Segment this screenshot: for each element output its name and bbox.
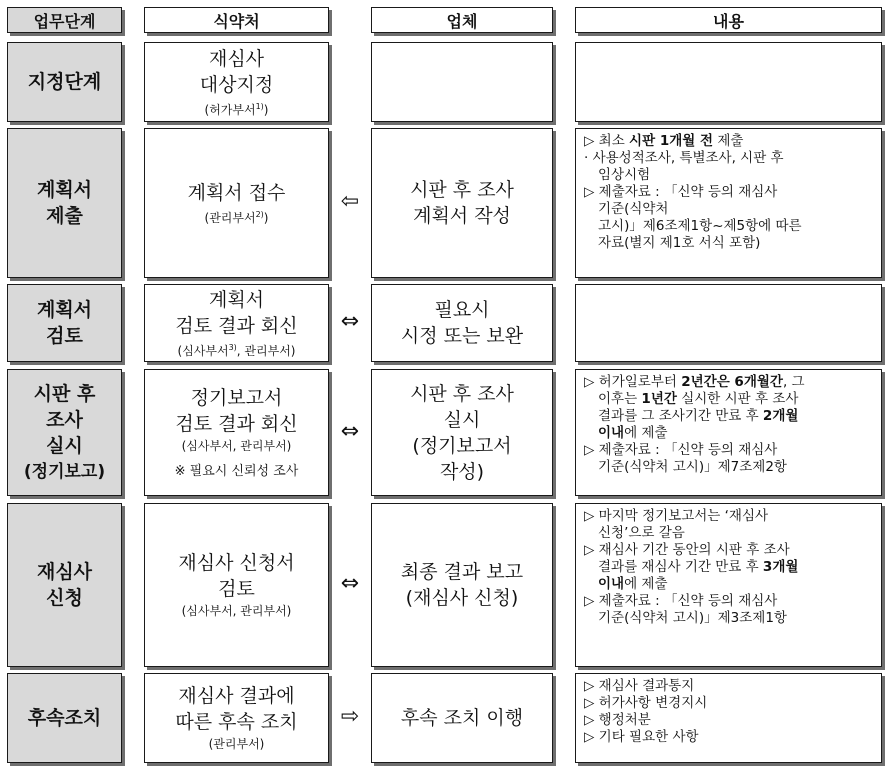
content-text: 기준(식약처 xyxy=(598,201,669,217)
content-line xyxy=(584,184,875,201)
mfds-line: 따른 후속 조치 xyxy=(175,711,298,733)
content-line xyxy=(584,593,875,610)
mfds-box xyxy=(144,369,329,496)
flow-arrow-icon: ⇦ xyxy=(340,189,360,214)
mfds-line: 대상지정 xyxy=(199,73,274,96)
flow-arrow-icon: ⇔ xyxy=(340,418,360,444)
stage-box xyxy=(7,284,122,362)
content-line xyxy=(584,525,875,542)
header-stage-label: 업무단계 xyxy=(33,11,96,31)
content-line xyxy=(584,712,875,729)
content-text-end: 에 제출 xyxy=(624,576,668,592)
company-box xyxy=(371,42,553,122)
content-line xyxy=(584,542,875,559)
content-box xyxy=(575,673,882,763)
content-text: 결과를 그 조사기간 만료 후 xyxy=(598,408,763,424)
content-text: ▷ 제출자료 : 「신약 등의 재심사 xyxy=(584,442,778,458)
content-line xyxy=(584,508,875,525)
mfds-line: 재심사 결과에 xyxy=(178,685,295,707)
mfds-line: 검토 결과 회신 xyxy=(175,412,298,435)
mfds-line: 재심사 신청서 xyxy=(178,552,295,574)
content-line xyxy=(584,425,875,442)
stage-label: (정기보고) xyxy=(23,461,106,482)
flow-arrow-icon: ⇔ xyxy=(340,571,360,596)
stage-box xyxy=(7,673,122,763)
header-mfds-label: 식약처 xyxy=(213,11,260,31)
company-box xyxy=(371,503,553,667)
mfds-line: 정기보고서 xyxy=(190,386,283,409)
stage-label: 후속조치 xyxy=(27,707,102,729)
company-line: 작성) xyxy=(439,460,485,483)
content-emphasis: 2년간은 6개월간 xyxy=(681,374,783,390)
content-emphasis: 이내 xyxy=(598,576,625,592)
mfds-box xyxy=(144,673,329,763)
content-line xyxy=(584,150,875,167)
content-box xyxy=(575,128,882,278)
content-line xyxy=(584,408,875,425)
mfds-department-text: (관리부서 xyxy=(204,210,256,225)
header-content xyxy=(575,7,882,33)
mfds-box xyxy=(144,128,329,278)
stage-label: 신청 xyxy=(46,587,83,609)
company-box xyxy=(371,128,553,278)
content-emphasis: 2개월 xyxy=(762,408,799,424)
stage-label: 제출 xyxy=(46,205,83,227)
mfds-department xyxy=(205,98,269,119)
content-line xyxy=(584,576,875,593)
content-text: ▷ 제출자료 : 「신약 등의 재심사 xyxy=(584,593,778,609)
content-line xyxy=(584,201,875,218)
content-text: 기준(식약처 고시)」제7조제2항 xyxy=(598,459,787,475)
mfds-line: 검토 결과 회신 xyxy=(175,314,298,337)
content-box xyxy=(575,284,882,362)
company-box xyxy=(371,284,553,362)
mfds-line: 계획서 xyxy=(208,288,265,311)
footnote-mark: 3) xyxy=(228,342,237,352)
mfds-department xyxy=(182,602,292,620)
content-text: ▷ 허가일로부터 xyxy=(584,374,682,390)
content-text: 기준(식약처 고시)」제3조제1항 xyxy=(598,610,787,626)
mfds-line: 계획서 접수 xyxy=(187,181,286,204)
stage-label: 지정단계 xyxy=(27,71,102,93)
content-text-end: 에 제출 xyxy=(624,425,668,441)
content-line xyxy=(584,729,875,746)
content-emphasis: 시판 1개월 전 xyxy=(629,133,714,149)
mfds-department xyxy=(178,339,296,360)
footnote-mark: 2) xyxy=(255,209,264,219)
company-line: 시판 후 조사 xyxy=(410,382,514,405)
mfds-department-end: ) xyxy=(263,102,269,117)
content-text-end: 실시한 시판 후 조사 xyxy=(676,391,799,407)
content-text: ▷ 기타 필요한 사항 xyxy=(584,729,699,745)
content-text: ▷ 재심사 기간 동안의 시판 후 조사 xyxy=(584,542,790,558)
stage-label: 실시 xyxy=(46,434,83,457)
content-text: 결과를 재심사 기간 만료 후 xyxy=(598,559,763,575)
stage-label: 재심사 xyxy=(36,561,93,583)
company-line: 시판 후 조사 xyxy=(410,179,514,201)
mfds-department-text: (심사부서 xyxy=(177,343,229,358)
mfds-department-end: , 관리부서) xyxy=(236,343,296,358)
mfds-department-text: (허가부서 xyxy=(204,102,256,117)
company-line: 시정 또는 보완 xyxy=(400,325,524,347)
content-box xyxy=(575,503,882,667)
content-text: ▷ 재심사 결과통지 xyxy=(584,678,695,694)
company-line: 실시 xyxy=(443,408,481,431)
content-text-end: 제출 xyxy=(713,133,744,149)
mfds-department xyxy=(205,206,269,227)
content-line xyxy=(584,610,875,627)
company-line: 계획서 작성 xyxy=(413,205,511,227)
content-line xyxy=(584,442,875,459)
stage-label: 시판 후 xyxy=(33,382,96,405)
mfds-department-end: ) xyxy=(263,210,269,225)
content-emphasis: 3개월 xyxy=(762,559,799,575)
company-box xyxy=(371,673,553,763)
mfds-box xyxy=(144,42,329,122)
content-text: ▷ 제출자료 : 「신약 등의 재심사 xyxy=(584,184,778,200)
content-text: ▷ 마지막 정기보고서는 ‘재심사 xyxy=(584,508,769,524)
mfds-department-text: (관리부서) xyxy=(208,737,265,751)
header-company xyxy=(371,7,553,33)
company-box xyxy=(371,369,553,496)
header-mfds xyxy=(144,7,329,33)
flow-arrow-icon: ⇨ xyxy=(340,704,360,729)
mfds-box xyxy=(144,284,329,362)
content-line xyxy=(584,559,875,576)
mfds-department-text: (심사부서, 관리부서) xyxy=(181,438,292,453)
company-line: (재심사 신청) xyxy=(405,587,519,609)
company-line: 필요시 xyxy=(434,299,490,321)
content-text: ▷ 허가사항 변경지시 xyxy=(584,695,708,711)
content-text: ▷ 최소 xyxy=(584,133,630,149)
content-box xyxy=(575,369,882,496)
content-text: 신청’으로 갈음 xyxy=(598,525,685,541)
content-line xyxy=(584,391,875,408)
header-company-label: 업체 xyxy=(446,11,478,31)
content-line xyxy=(584,678,875,695)
mfds-line: 재심사 xyxy=(208,47,265,70)
stage-box xyxy=(7,503,122,667)
content-box xyxy=(575,42,882,122)
stage-label: 조사 xyxy=(46,408,83,431)
header-content-label: 내용 xyxy=(713,11,744,31)
stage-label: 검토 xyxy=(46,325,83,347)
content-text: 임상시험 xyxy=(598,167,651,183)
content-text-end: , 그 xyxy=(782,374,805,390)
content-text: · 사용성적조사, 특별조사, 시판 후 xyxy=(584,150,784,166)
content-line xyxy=(584,167,875,184)
mfds-department-text: (심사부서, 관리부서) xyxy=(181,604,292,618)
mfds-note: ※ 필요시 신뢰성 조사 xyxy=(174,463,299,479)
content-line xyxy=(584,235,875,252)
content-line xyxy=(584,218,875,235)
mfds-department xyxy=(182,437,292,455)
footnote-mark: 1) xyxy=(255,101,264,111)
content-text: 이후는 xyxy=(598,391,642,407)
stage-box xyxy=(7,369,122,496)
content-text: ▷ 행정처분 xyxy=(584,712,651,728)
company-line: 후속 조치 이행 xyxy=(400,707,524,729)
stage-label: 계획서 xyxy=(36,179,93,201)
content-text: 자료(별지 제1호 서식 포함) xyxy=(598,235,761,251)
content-line xyxy=(584,695,875,712)
content-line xyxy=(584,133,875,150)
mfds-line: 검토 xyxy=(218,578,255,600)
stage-box xyxy=(7,42,122,122)
header-stage xyxy=(7,7,122,33)
content-emphasis: 1년간 xyxy=(641,391,677,407)
stage-box xyxy=(7,128,122,278)
flow-arrow-icon: ⇔ xyxy=(340,309,360,334)
content-emphasis: 이내 xyxy=(598,425,625,441)
mfds-box xyxy=(144,503,329,667)
stage-label: 계획서 xyxy=(36,299,93,321)
content-line xyxy=(584,374,875,391)
company-line: 최종 결과 보고 xyxy=(400,561,524,583)
content-line xyxy=(584,459,875,476)
company-line: (정기보고서 xyxy=(412,434,512,457)
mfds-department xyxy=(209,735,265,753)
content-text: 고시)」제6조제1항~제5항에 따른 xyxy=(598,218,802,234)
